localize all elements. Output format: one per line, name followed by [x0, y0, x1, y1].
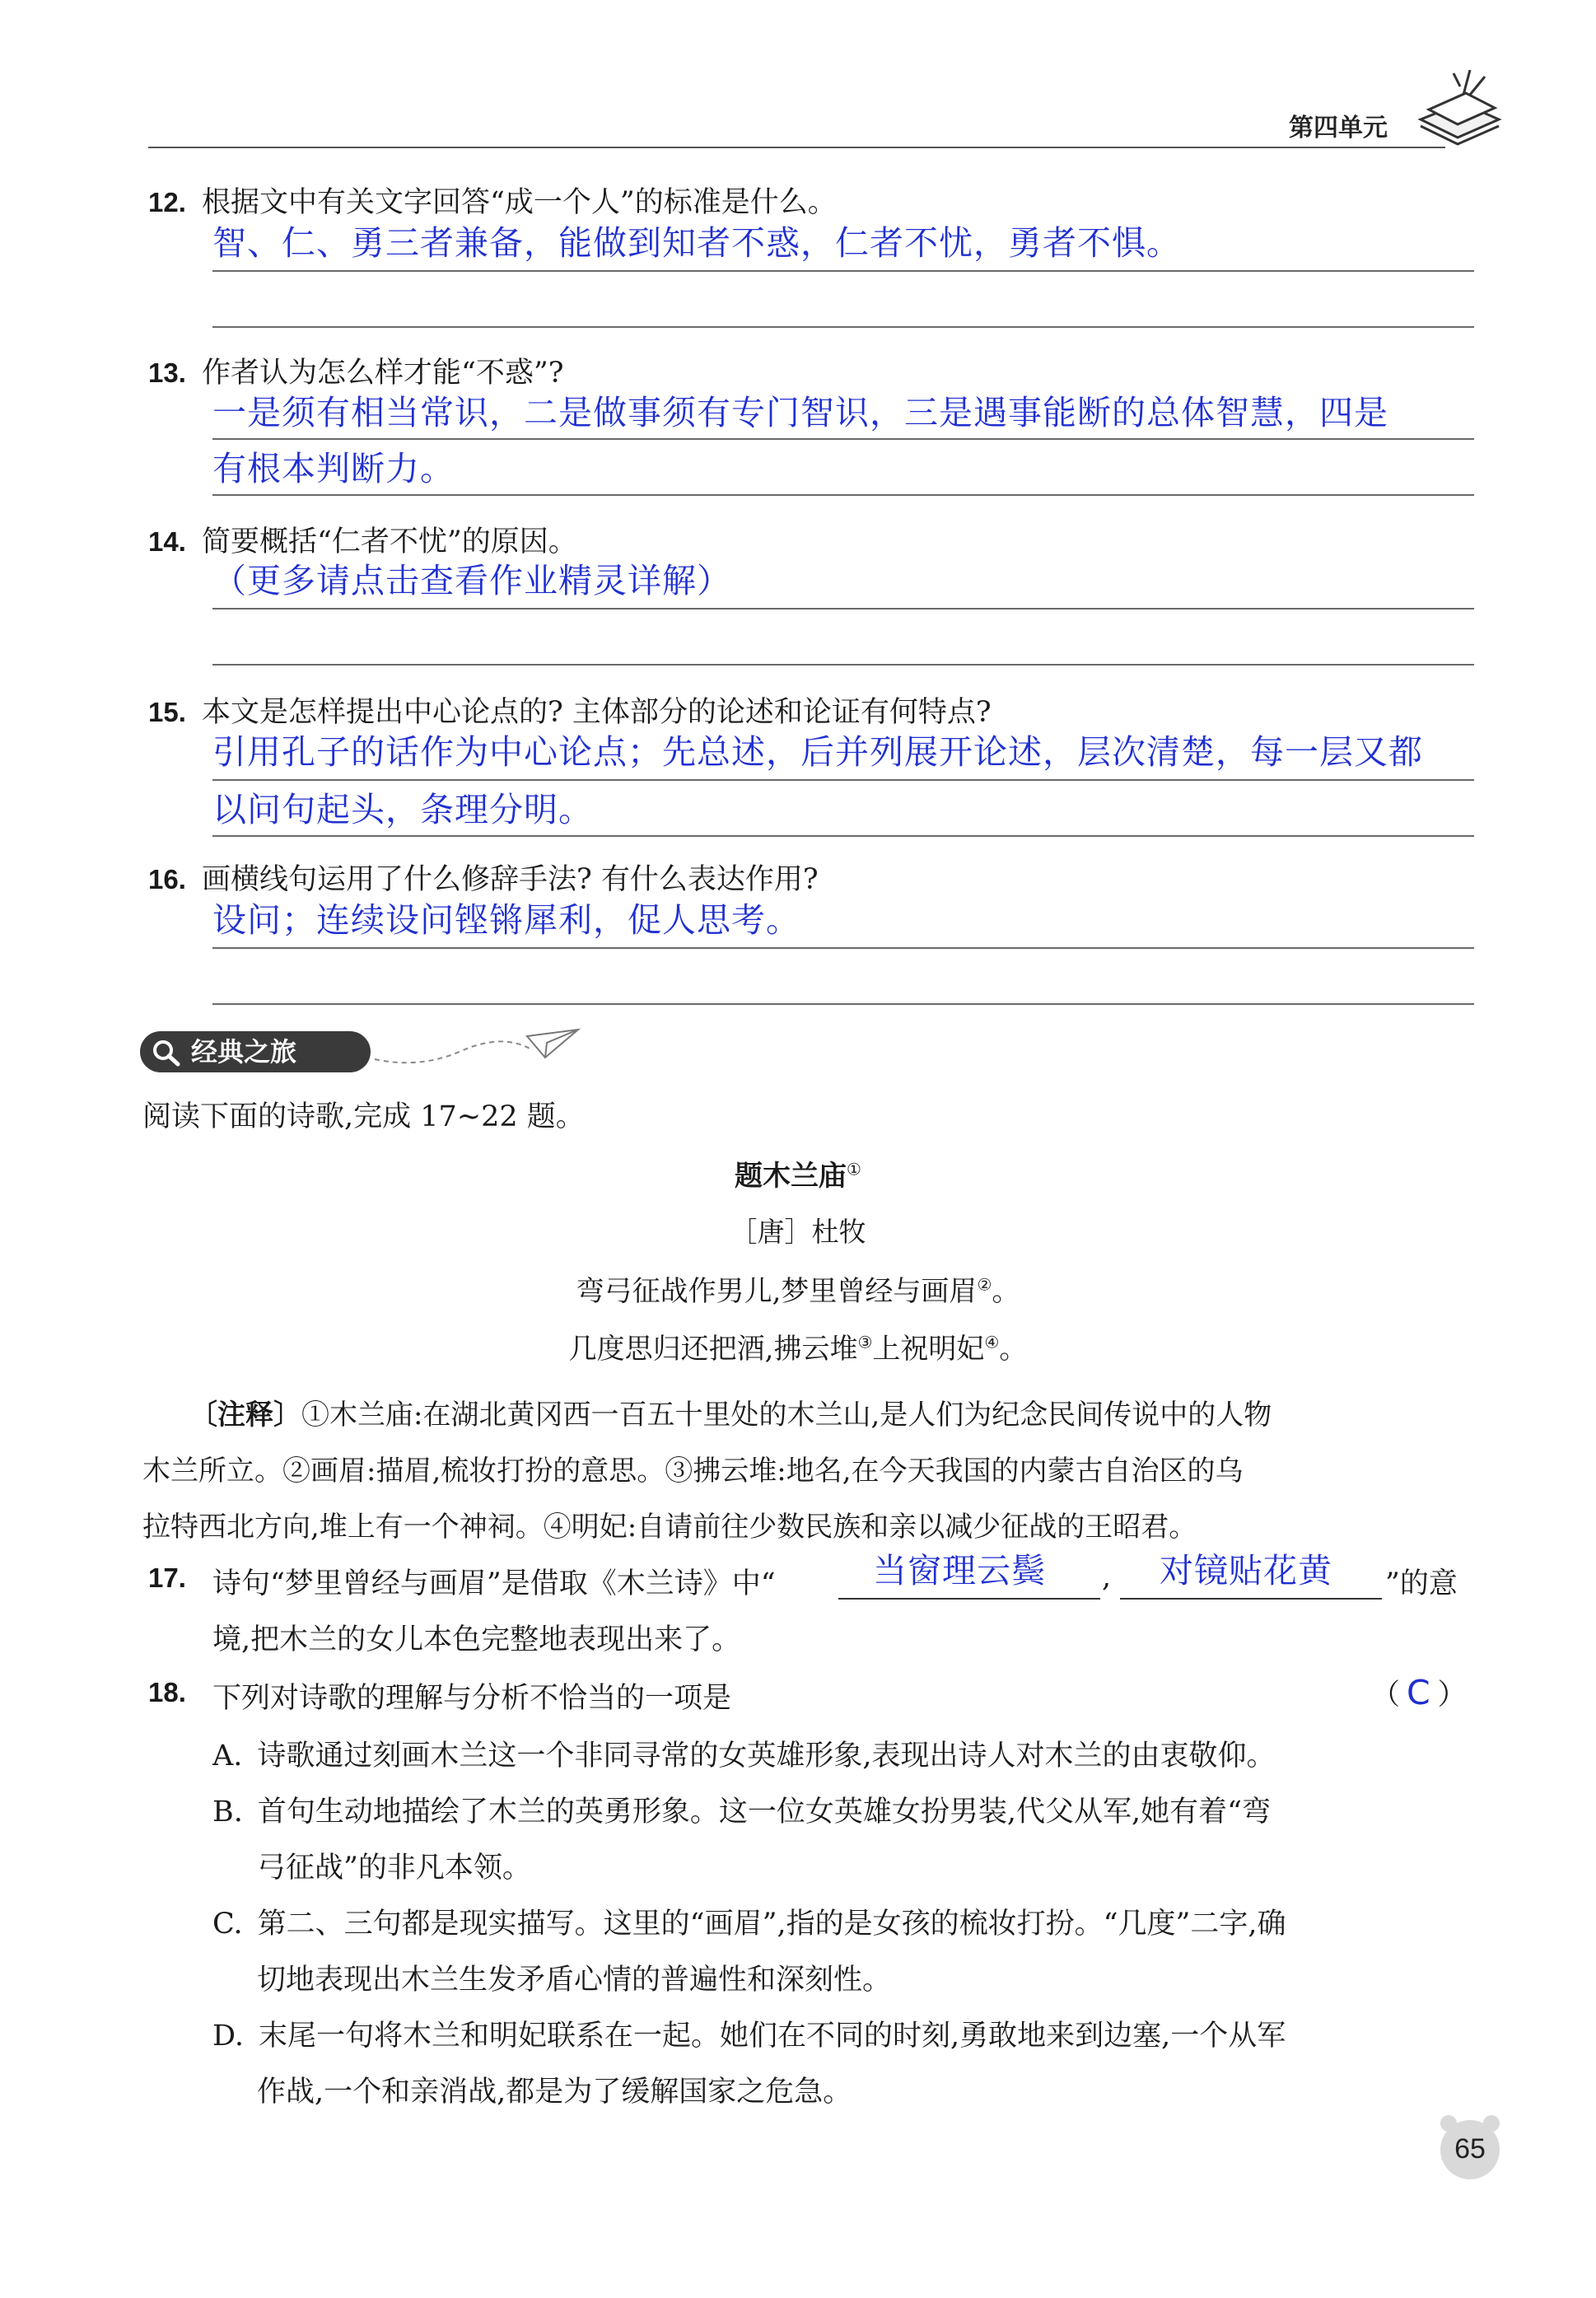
- option-letter: A.: [212, 1740, 243, 1773]
- option-c-line-2: 切地表现出木兰生发矛盾心情的普遍性和深刻性。: [257, 1964, 892, 1997]
- question-number: 17.: [148, 1562, 186, 1593]
- question-number: 16.: [148, 864, 186, 894]
- question-16: [148, 857, 819, 898]
- answer-17-blank-2: 对镜贴花黄: [1160, 1551, 1332, 1590]
- option-letter: C.: [212, 1908, 243, 1941]
- option-text: 第二、三句都是现实描写。这里的“画眉”,指的是女孩的梳妆打扮。“几度”二字,确: [257, 1908, 1286, 1941]
- question-text: 简要概括“仁者不忧”的原因。: [201, 525, 577, 558]
- poem-line-text: 上祝明妃: [872, 1333, 985, 1366]
- option-text: 首句生动地描绘了木兰的英勇形象。这一位女英雄女扮男装,代父从军,她有着“弯: [257, 1796, 1272, 1829]
- answer-13-line-1: 一是须有相当常识，二是做事须有专门智识，三是遇事能断的总体智慧，四是: [212, 393, 1388, 432]
- question-17-line-2: 境,把木兰的女儿本色完整地表现出来了。: [212, 1623, 741, 1656]
- notes-line-1: [189, 1392, 1272, 1432]
- answer-15-line-1: 引用孔子的话作为中心论点；先总述，后并列展开论述，层次清楚，每一层又都: [212, 732, 1423, 772]
- answer-line: [212, 608, 1474, 610]
- answer-bracket: [1371, 1672, 1467, 1713]
- question-number: 15.: [148, 697, 186, 727]
- magnifier-icon: [152, 1039, 181, 1067]
- answer-line: [212, 947, 1474, 949]
- notes-line-2: 木兰所立。②画眉:描眉,梳妆打扮的意思。③拂云堆:地名,在今天我国的内蒙古自治区的乌: [142, 1455, 1244, 1488]
- blank-line: [1120, 1598, 1382, 1600]
- poem-title: [0, 1153, 1596, 1193]
- notes-line-3: 拉特西北方向,堆上有一个神祠。④明妃:自请前往少数民族和亲以减少征战的王昭君。: [142, 1511, 1197, 1544]
- answer-18: C: [1407, 1673, 1431, 1712]
- option-d-line-2: 作战,一个和亲消战,都是为了缓解国家之危急。: [257, 2076, 852, 2109]
- question-number: 13.: [148, 357, 186, 388]
- question-17-pre: 诗句“梦里曾经与画眉”是借取《木兰诗》中“: [212, 1567, 776, 1600]
- page-number: 65: [1454, 2133, 1486, 2165]
- answer-line: [212, 270, 1474, 272]
- poem-author: ［唐］杜牧: [730, 1216, 866, 1248]
- footnote-marker: ④: [984, 1332, 1000, 1352]
- poem-title-text: 题木兰庙: [735, 1160, 847, 1193]
- option-letter: D.: [212, 2020, 244, 2053]
- page-number-badge: [1429, 2109, 1511, 2183]
- option-d[interactable]: [212, 2013, 1286, 2054]
- option-text: 末尾一句将木兰和明妃联系在一起。她们在不同的时刻,勇敢地来到边塞,一个从军: [258, 2020, 1286, 2053]
- option-b[interactable]: [212, 1789, 1271, 1830]
- answer-13-line-2: 有根本判断力。: [212, 449, 455, 488]
- answer-line: [212, 835, 1474, 837]
- footnote-marker: ②: [977, 1274, 992, 1295]
- answer-line: [212, 494, 1474, 496]
- question-number: 14.: [148, 526, 186, 557]
- question-text: 本文是怎样提出中心论点的? 主体部分的论述和论证有何特点?: [201, 696, 992, 729]
- option-a[interactable]: [212, 1733, 1276, 1774]
- answer-14-link[interactable]: （更多请点击查看作业精灵详解）: [212, 561, 731, 600]
- question-text: 画横线句运用了什么修辞手法? 有什么表达作用?: [201, 863, 819, 896]
- answer-line: [212, 438, 1474, 440]
- answer-16: 设问；连续设问铿锵犀利，促人思考。: [212, 900, 800, 940]
- option-b-line-2: 弓征战”的非凡本领。: [257, 1852, 531, 1885]
- paren-open: （: [1371, 1679, 1401, 1712]
- question-text: 根据文中有关文字回答“成一个人”的标准是什么。: [201, 186, 837, 219]
- poem-punct: 。: [992, 1275, 1020, 1308]
- answer-line: [212, 779, 1474, 781]
- option-letter: B.: [212, 1796, 243, 1829]
- option-c[interactable]: [212, 1901, 1286, 1942]
- answer-line: [212, 326, 1474, 328]
- poem-line-2: [0, 1326, 1596, 1366]
- poem-punct: 。: [999, 1333, 1028, 1366]
- notes-text: ①木兰庙:在湖北黄冈西一百五十里处的木兰山,是人们为纪念民间传说中的人物: [301, 1399, 1272, 1432]
- blank-line: [838, 1598, 1100, 1600]
- answer-line: [212, 664, 1474, 666]
- section-badge: [140, 1031, 371, 1072]
- poem-line-1: [0, 1268, 1596, 1309]
- poem-line-text: 几度思归还把酒,拂云堆: [568, 1333, 858, 1366]
- answer-17-blank-1: 当窗理云鬓: [873, 1551, 1046, 1590]
- question-number: 12.: [148, 187, 186, 217]
- answer-15-line-2: 以问句起头，条理分明。: [212, 790, 593, 829]
- books-icon: [1412, 62, 1503, 148]
- question-18-text: 下列对诗歌的理解与分析不恰当的一项是: [212, 1682, 732, 1715]
- question-12: [148, 180, 837, 221]
- header-rule: [148, 147, 1445, 148]
- unit-title: 第四单元: [1289, 114, 1388, 142]
- separator: ,: [1102, 1561, 1112, 1594]
- option-text: 诗歌通过刻画木兰这一个非同寻常的女英雄形象,表现出诗人对木兰的由衷敬仰。: [257, 1740, 1276, 1773]
- answer-line: [212, 1003, 1474, 1005]
- answer-12: 智、仁、勇三者兼备，能做到知者不惑，仁者不忧，勇者不惧。: [212, 223, 1181, 263]
- notes-label: 〔注释〕: [189, 1399, 301, 1432]
- section-title: 经典之旅: [191, 1036, 297, 1067]
- footnote-marker: ③: [857, 1332, 873, 1352]
- question-17-post: ”的意: [1385, 1567, 1458, 1600]
- section-intro: 阅读下面的诗歌,完成 17~22 题。: [142, 1100, 585, 1133]
- poem-line-text: 弯弓征战作男儿,梦里曾经与画眉: [576, 1275, 978, 1308]
- footnote-marker: ①: [847, 1159, 861, 1179]
- paren-close: ）: [1437, 1679, 1467, 1712]
- paper-plane-icon: [371, 1018, 585, 1076]
- question-number: 18.: [148, 1677, 186, 1707]
- question-text: 作者认为怎么样才能“不惑”?: [201, 357, 564, 390]
